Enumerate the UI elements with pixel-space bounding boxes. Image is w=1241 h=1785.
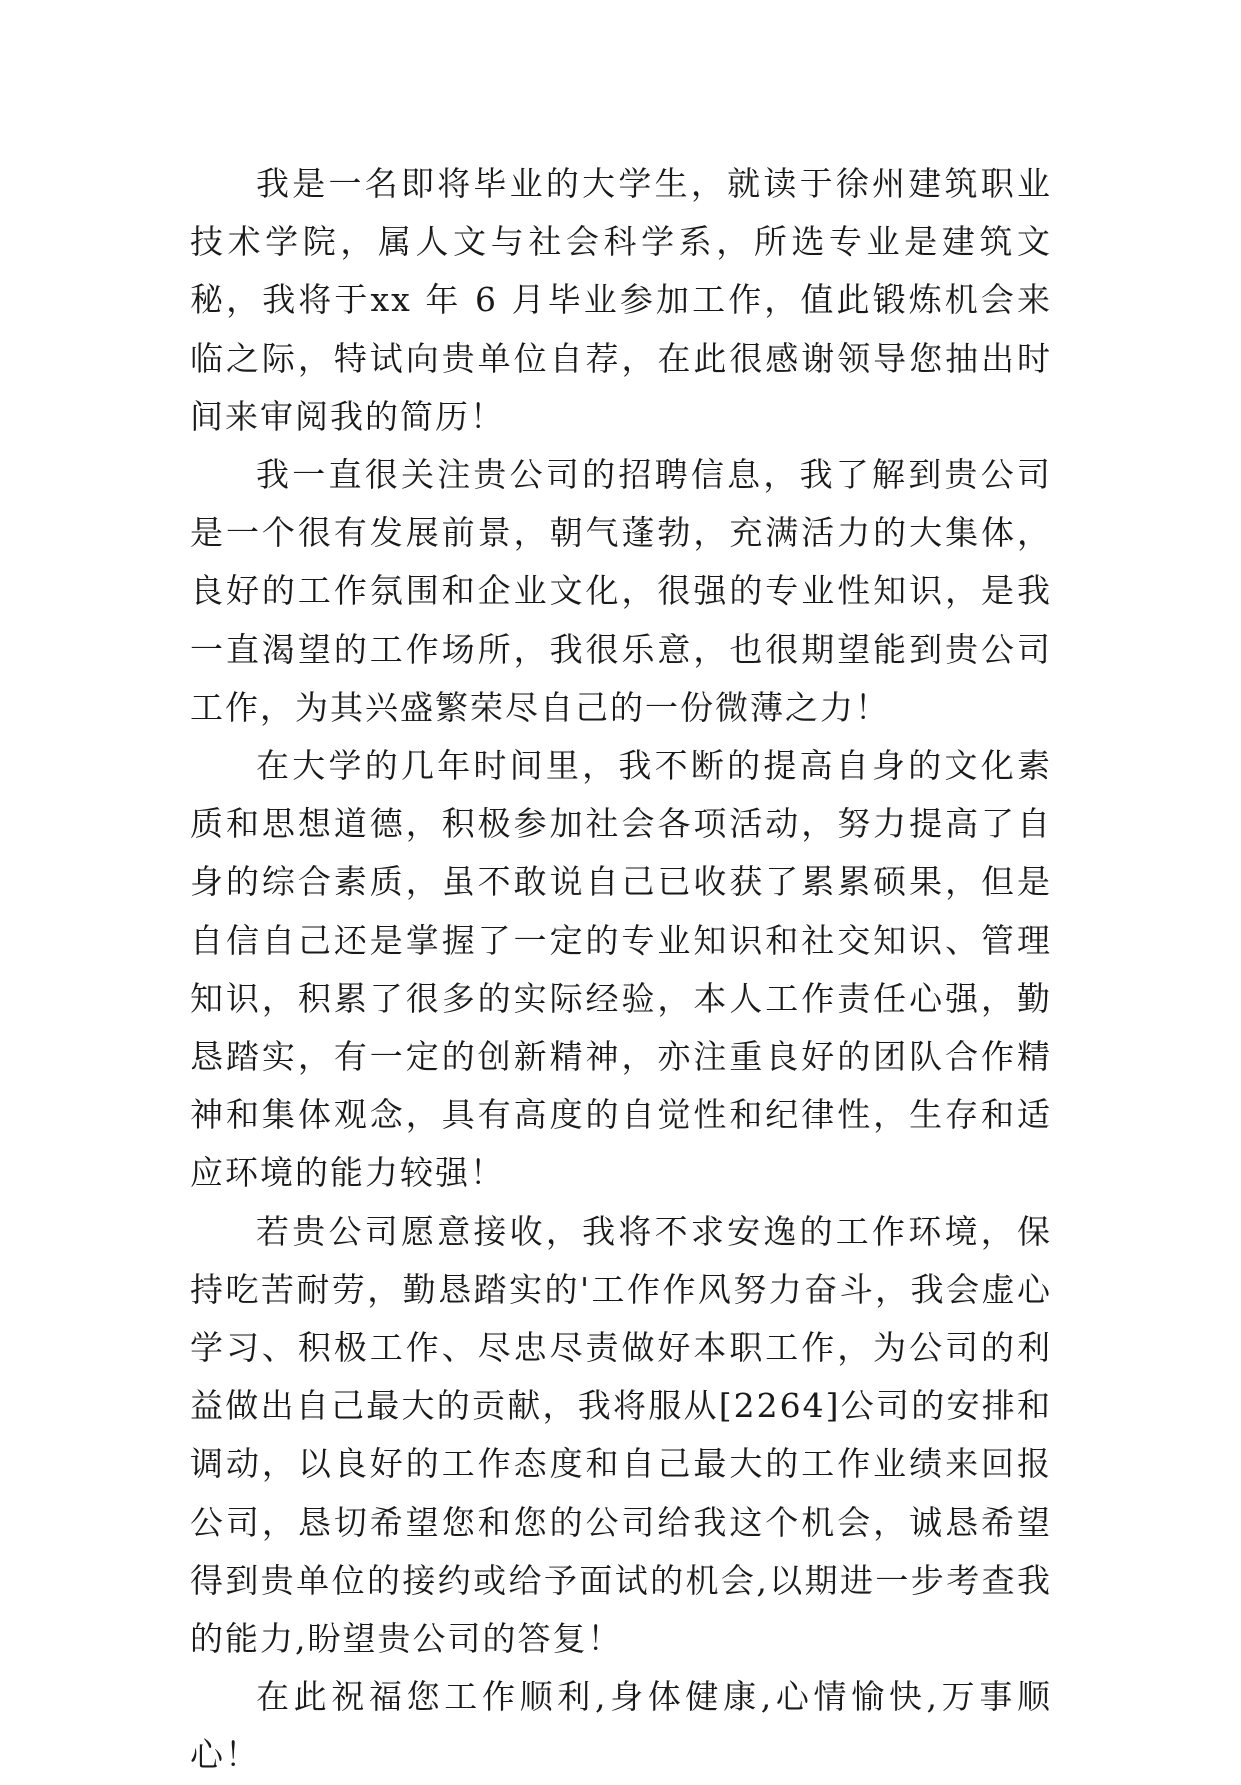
paragraph-3: 在大学的几年时间里，我不断的提高自身的文化素质和思想道德，积极参加社会各项活动，努力提高了自身的综合素质，虽不敢说自己已收获了累累硕果，但是自信自己还是掌握了一定的专业知识和社交知识、管理知识，积累了很多的实际经验，本人工作责任心强，勤恳踏实，有一定的创新精神，亦注重良好的团队合作精神和集体观念，具有高度的自觉性和纪律性，生存和适应环境的能力较强！: [190, 746, 1052, 1193]
letter-body: [190, 155, 1052, 1785]
paragraph-5: 在此祝福您工作顺利,身体健康,心情愉快,万事顺心！: [190, 1677, 1052, 1775]
paragraph-2: 我一直很关注贵公司的招聘信息，我了解到贵公司是一个很有发展前景，朝气蓬勃，充满活力的大集体，良好的工作氛围和企业文化，很强的专业性知识，是我一直渴望的工作场所，我很乐意，也很期望能到贵公司工作，为其兴盛繁荣尽自己的一份微薄之力！: [190, 455, 1052, 727]
paragraph-1: 我是一名即将毕业的大学生，就读于徐州建筑职业技术学院，属人文与社会科学系，所选专业是建筑文秘，我将于xx 年 6 月毕业参加工作，值此锻炼机会来临之际，特试向贵单位自荐，在此很感谢领导您抽出时间来审阅我的简历！: [190, 164, 1052, 436]
paragraph-4: 若贵公司愿意接收，我将不求安逸的工作环境，保持吃苦耐劳，勤恳踏实的'工作作风努力奋斗，我会虚心学习、积极工作、尽忠尽责做好本职工作，为公司的利益做出自己最大的贡献，我将服从[2264]公司的安排和调动，以良好的工作态度和自己最大的工作业绩来回报公司，恳切希望您和您的公司给我这个机会，诚恳希望得到贵单位的接约或给予面试的机会,以期进一步考查我的能力,盼望贵公司的答复！: [190, 1211, 1052, 1659]
